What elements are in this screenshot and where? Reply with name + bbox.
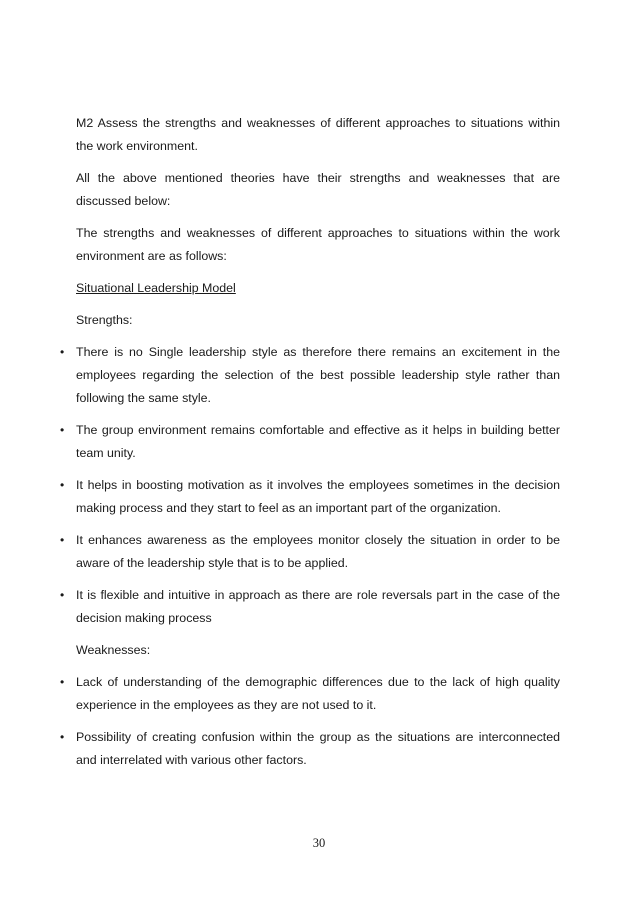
page-content: [60, 112, 560, 781]
bullet-icon: •: [60, 588, 65, 602]
strength-text: It is flexible and intuitive in approach as there are role reversals part in the case of the decision making process: [76, 588, 560, 625]
intro-paragraph: All the above mentioned theories have their strengths and weaknesses that are discussed below:: [76, 171, 560, 208]
bullet-icon: •: [60, 423, 65, 437]
bullet-icon: •: [60, 345, 65, 359]
bullet-icon: •: [60, 675, 65, 689]
weakness-item: [60, 726, 560, 772]
weaknesses-list: [60, 671, 560, 772]
assessment-title: M2 Assess the strengths and weaknesses of different approaches to situations within the work environment.: [76, 116, 560, 153]
lead-paragraph: The strengths and weaknesses of different approaches to situations within the work environment are as follows:: [76, 226, 560, 263]
weakness-item: [60, 671, 560, 717]
strength-item: [60, 419, 560, 465]
strengths-label: Strengths:: [76, 313, 133, 327]
section-heading: Situational Leadership Model: [76, 281, 236, 295]
bullet-icon: •: [60, 533, 65, 547]
strengths-list: [60, 341, 560, 630]
weakness-text: Possibility of creating confusion within the group as the situations are interconnected and interrelated with various other factors.: [76, 730, 560, 767]
weaknesses-label: Weaknesses:: [76, 643, 151, 657]
strength-item: [60, 341, 560, 410]
strength-item: [60, 529, 560, 575]
page-number: 30: [312, 836, 326, 850]
strength-item: [60, 584, 560, 630]
bullet-icon: •: [60, 478, 65, 492]
strength-text: It helps in boosting motivation as it involves the employees sometimes in the decision making process and they start to feel as an important part of the organization.: [76, 478, 560, 515]
strength-text: The group environment remains comfortable and effective as it helps in building better team unity.: [76, 423, 560, 460]
strength-text: It enhances awareness as the employees monitor closely the situation in order to be aware of the leadership style that is to be applied.: [76, 533, 560, 570]
bullet-icon: •: [60, 730, 65, 744]
strength-item: [60, 474, 560, 520]
weakness-text: Lack of understanding of the demographic differences due to the lack of high quality experience in the employees as they are not used to it.: [76, 675, 560, 712]
strength-text: There is no Single leadership style as therefore there remains an excitement in the employees regarding the selection of the best possible leadership style rather than following the same style.: [76, 345, 560, 405]
